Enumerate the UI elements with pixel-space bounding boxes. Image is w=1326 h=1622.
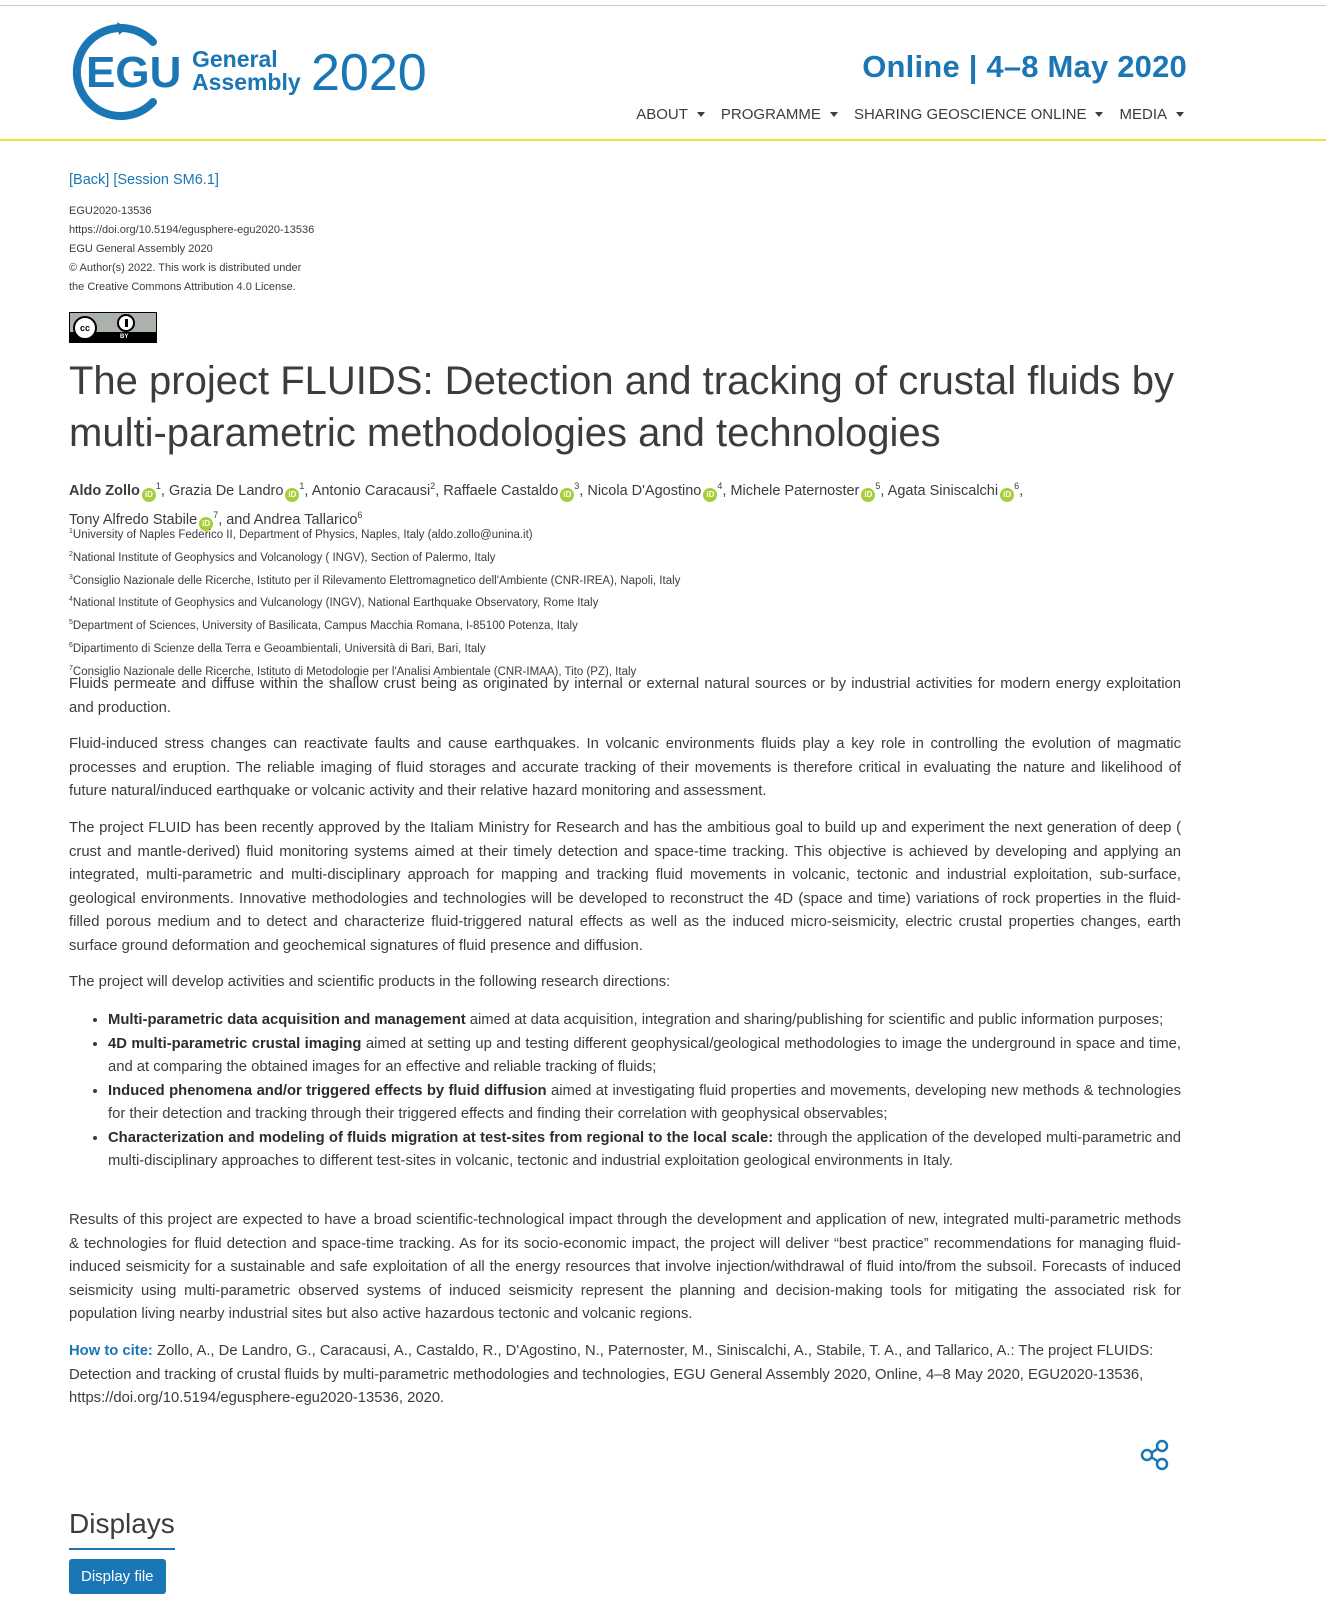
meeting-info: Online | 4–8 May 2020 xyxy=(862,49,1187,84)
author-separator: , xyxy=(722,482,731,499)
author-name: Agata Siniscalchi xyxy=(887,482,999,499)
affiliation-text: National Institute of Geophysics and Volcanology ( INGV), Section of Palermo, Italy xyxy=(72,551,496,564)
site-header xyxy=(0,0,1326,141)
author-separator: , xyxy=(160,482,169,499)
how-to-cite xyxy=(69,1340,1181,1411)
direction-text: aimed at investigating fluid properties and movements, developing new methods & technologies for their detection and tracking through their triggered effects and finding their correlation with geophysical observables; xyxy=(108,1082,1181,1122)
author-name: Raffaele Castaldo xyxy=(443,482,559,499)
abstract-meta xyxy=(69,202,314,297)
affiliation-text: Consiglio Nazionale delle Ricerche, Istituto di Metodologie per l'Analisi Ambientale (CNR-IMAA), Tito (PZ), Italy xyxy=(72,665,637,678)
author-name: Tony Alfredo Stabile xyxy=(69,511,198,528)
direction-title: Induced phenomena and/or triggered effects by fluid diffusion xyxy=(108,1082,547,1099)
list-item xyxy=(108,1080,1181,1127)
orcid-icon[interactable]: iD xyxy=(861,488,875,502)
author-separator: , xyxy=(435,482,444,499)
affiliation-list xyxy=(69,522,680,682)
caret-down-icon xyxy=(1095,112,1103,117)
affil-ref: 6 xyxy=(1014,481,1020,491)
attribution-icon xyxy=(117,314,135,332)
how-to-cite-label: How to cite: xyxy=(69,1343,153,1359)
affiliation xyxy=(69,522,680,545)
author-name: Grazia De Landro xyxy=(168,482,284,499)
back-link[interactable]: [Back] xyxy=(69,172,110,188)
affiliation-number: 1 xyxy=(69,528,73,535)
author xyxy=(888,483,1019,499)
page-title: The project FLUIDS: Detection and tracking of crustal fluids by multi-parametric methodologies and technologies xyxy=(69,359,1174,455)
orcid-icon[interactable]: iD xyxy=(199,517,213,531)
logo-abbr: EGU xyxy=(86,48,182,97)
affiliation xyxy=(69,636,680,659)
affiliation-text: National Institute of Geophysics and Vulcanology (INGV), National Earthquake Observatory, Rome Italy xyxy=(72,597,599,610)
author-separator: , xyxy=(579,482,588,499)
nav-sharing-label: SHARING GEOSCIENCE ONLINE xyxy=(853,106,1087,123)
affiliation-text: Consiglio Nazionale delle Ricerche, Istituto per il Rilevamento Elettromagnetico dell'Ambiente (CNR-IREA), Napoli, Italy xyxy=(72,574,681,587)
nav-sharing-geoscience-online[interactable] xyxy=(854,106,1104,123)
affil-ref: 1 xyxy=(155,481,161,491)
share-icon[interactable] xyxy=(1140,1439,1170,1471)
author xyxy=(730,483,880,499)
orcid-icon[interactable]: iD xyxy=(285,488,299,502)
author-separator: , xyxy=(304,482,312,499)
author xyxy=(69,483,161,499)
cc-by-badge[interactable] xyxy=(69,312,157,343)
direction-text: aimed at setting up and testing different geophysical/geological methodologies to image the underground in space and time, and at comparing the obtained images for an effective and reliable tracking of fluids; xyxy=(108,1035,1181,1075)
author-name: Aldo Zollo xyxy=(69,482,140,499)
abstract-doi: https://doi.org/10.5194/egusphere-egu2020-13536 xyxy=(69,224,315,236)
affil-ref: 1 xyxy=(299,481,305,491)
affiliation-number: 2 xyxy=(69,550,73,558)
affiliation xyxy=(69,568,680,591)
orcid-icon[interactable]: iD xyxy=(1000,488,1014,502)
affil-ref: 7 xyxy=(213,509,219,520)
caret-down-icon xyxy=(830,112,838,117)
orcid-icon[interactable]: iD xyxy=(703,488,717,502)
caret-down-icon xyxy=(697,112,705,117)
direction-text: aimed at data acquisition, integration and sharing/publishing for scientific and public information purposes; xyxy=(465,1012,1164,1028)
affiliation-text: Department of Sciences, University of Basilicata, Campus Macchia Romana, I-85100 Potenza, Italy xyxy=(72,620,578,633)
license-text: the Creative Commons Attribution 4.0 License. xyxy=(69,281,296,293)
affil-ref: 6 xyxy=(357,509,363,520)
display-file-button[interactable]: Display file xyxy=(69,1559,166,1594)
abstract-paragraph: Fluid-induced stress changes can reactivate faults and cause earthquakes. In volcanic environments fluids play a key role in controlling the evolution of magmatic processes and eruption. The reliable imaging of fluid storages and accurate tracking of their movements is therefore critical in evaluating the nature and likelihood of future natural/induced earthquake or volcanic activity and their relative hazard monitoring and assessment. xyxy=(69,736,1181,799)
session-link[interactable]: [Session SM6.1] xyxy=(113,172,219,188)
orcid-icon[interactable]: iD xyxy=(560,488,574,502)
abstract-paragraph: Fluids permeate and diffuse within the shallow crust being as originated by internal or external natural sources or by industrial activities for modern energy exploitation and production. xyxy=(69,676,1181,716)
author-name: Michele Paternoster xyxy=(730,482,860,499)
nav-media-label: MEDIA xyxy=(1119,106,1167,123)
author xyxy=(312,483,436,499)
displays-heading: Displays xyxy=(69,1508,175,1550)
cc-by-label: BY xyxy=(120,334,129,340)
nav-about-label: ABOUT xyxy=(636,106,688,123)
affiliation-number: 3 xyxy=(69,573,73,581)
affil-ref: 4 xyxy=(717,481,723,491)
author-separator: , xyxy=(880,482,888,499)
nav-about[interactable] xyxy=(636,106,705,123)
affiliation xyxy=(69,613,680,636)
affiliation-number: 4 xyxy=(69,596,73,604)
abstract-paragraph: The project will develop activities and scientific products in the following research directions: xyxy=(69,974,671,990)
logo-line1: General xyxy=(192,46,278,72)
affiliation-text: Dipartimento di Scienze della Terra e Geoambientali, Università di Bari, Bari, Italy xyxy=(72,642,486,655)
list-item xyxy=(108,1009,1181,1033)
direction-title: 4D multi-parametric crustal imaging xyxy=(108,1035,362,1052)
author xyxy=(169,483,304,499)
affil-ref: 2 xyxy=(430,481,436,491)
direction-title: Multi-parametric data acquisition and management xyxy=(108,1012,466,1028)
nav-media[interactable] xyxy=(1119,106,1184,123)
author-separator: , and xyxy=(218,511,254,528)
affiliation xyxy=(69,545,680,568)
affiliation xyxy=(69,590,680,613)
orcid-icon[interactable]: iD xyxy=(142,488,156,502)
author xyxy=(443,483,579,499)
cc-icon: cc xyxy=(73,316,97,340)
citation-text: Zollo, A., De Landro, G., Caracausi, A., Castaldo, R., D'Agostino, N., Paternoster, M., Siniscalchi, A., Stabile, T. A., and Tallarico, A.: The project FLUIDS: Detection and tracking of crustal fluids by multi-parametric methodologies and technologies, EGU General Assembly 2020, Online, 4–8 May 2020, EGU2020-13536, https://doi.org/10.5194/egusphere-egu2020-13536, 2020. xyxy=(69,1343,1154,1406)
affiliation-text: University of Naples Federico II, Department of Physics, Naples, Italy (aldo.zollo@unina.it) xyxy=(72,528,533,541)
author-name: Nicola D'Agostino xyxy=(587,482,702,499)
research-directions xyxy=(69,1009,1181,1174)
logo-year: 2020 xyxy=(311,44,427,102)
main-nav xyxy=(636,106,1184,123)
affil-ref: 3 xyxy=(574,481,580,491)
affil-ref: 5 xyxy=(875,481,881,491)
author-name: Antonio Caracausi xyxy=(311,482,431,499)
list-item xyxy=(108,1033,1181,1080)
abstract-paragraph: Results of this project are expected to have a broad scientific-technological impact through the development and application of new, integrated multi-parametric methods & technologies for fluid detection and space-time tracking. As for its socio-economic impact, the project will deliver “best practice” recommendations for managing fluid-induced seismicity for a sustainable and safe exploitation of all the energy resources that involve injection/withdrawal of fluid into/from the subsoil. Forecasts of induced seismicity using multi-parametric observed systems of induced seismicity represent the planning and decision-making tools for mitigating the associated risk for population living nearby industrial sites but also active hazardous tectonic and volcanic regions. xyxy=(69,1212,1181,1322)
affiliation-number: 6 xyxy=(69,642,73,650)
nav-programme[interactable] xyxy=(721,106,838,123)
copyright: © Author(s) 2022. This work is distributed under xyxy=(69,262,302,274)
author-separator: , xyxy=(1019,482,1024,499)
nav-programme-label: PROGRAMME xyxy=(720,106,821,123)
back-links xyxy=(69,172,219,188)
affiliation-number: 5 xyxy=(69,619,73,627)
abstract-paragraph: The project FLUID has been recently approved by the Italiam Ministry for Research and has the ambitious goal to build up and experiment the next generation of deep ( crust and mantle-derived) fluid monitoring systems aimed at their timely detection and space-time tracking. This objective is achieved by developing and applying an integrated, multi-parametric and multi-disciplinary approach for mapping and tracking fluid movements in volcanic, tectonic and industrial exploitation, sub-surface, geological environments. Innovative methodologies and technologies will be developed to reconstruct the 4D (space and time) variations of rock properties in the fluid-filled porous medium and to detect and characterize fluid-triggered natural effects as well as the induced micro-seismicity, electric crustal properties changes, earth surface ground deformation and geochemical signatures of fluid presence and diffusion. xyxy=(69,820,1181,954)
direction-text: through the application of the developed multi-parametric and multi-disciplinary approaches to different test-sites in volcanic, tectonic and industrial exploitation geological environments in Italy. xyxy=(108,1129,1181,1169)
caret-down-icon xyxy=(1176,112,1184,117)
abstract-id: EGU2020-13536 xyxy=(69,205,152,217)
author-name: Andrea Tallarico xyxy=(253,511,358,528)
affiliation-number: 7 xyxy=(69,664,73,672)
direction-title: Characterization and modeling of fluids migration at test-sites from regional to the local scale: xyxy=(108,1129,774,1146)
author xyxy=(587,483,722,499)
logo-line2: Assembly xyxy=(192,69,301,95)
egu-logo[interactable] xyxy=(67,22,467,122)
assembly-name: EGU General Assembly 2020 xyxy=(69,243,213,255)
list-item xyxy=(108,1127,1181,1174)
